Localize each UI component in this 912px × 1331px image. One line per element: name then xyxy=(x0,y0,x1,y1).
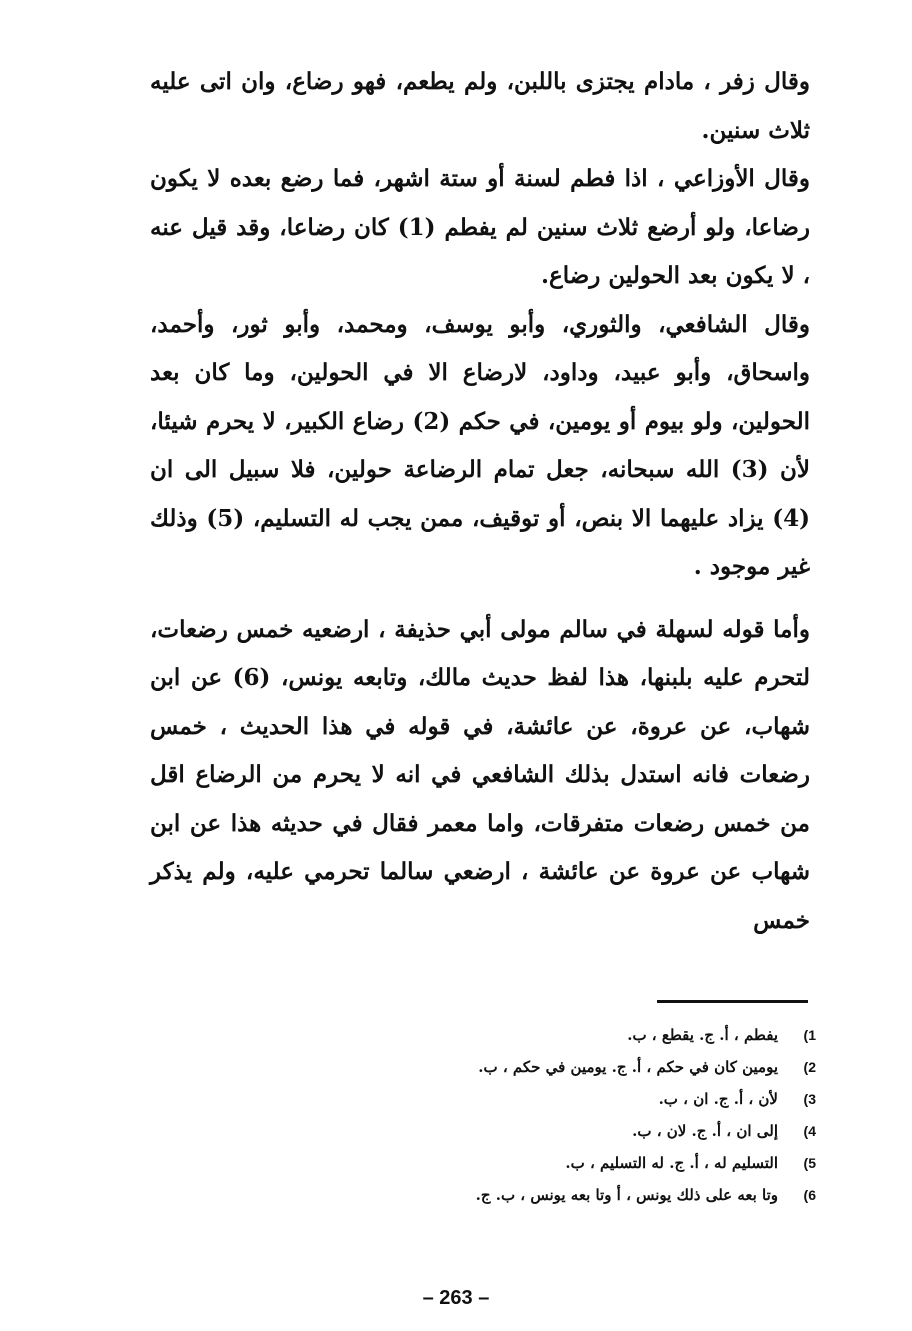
footnote-3 xyxy=(296,1090,816,1122)
main-text xyxy=(150,58,810,945)
footnote-text: إلى ان ، أ. ج. لان ، ب. xyxy=(632,1122,778,1140)
paragraph-3: وقال الشافعي، والثوري، وأبو يوسف، ومحمد، وأبو ثور، وأحمد، واسحاق، وأبو عبيد، وداود، لارضاع الا في الحولين، وما كان بعد الحولين، ولو بيوم أو يومين، في حكم (2) رضاع الكبير، لا يحرم شيئا، لأن (3) الله سبحانه، جعل تمام الرضاعة حولين، فلا سبيل الى ان (4) يزاد عليهما الا بنص، أو توقيف، ممن يجب له التسليم، (5) وذلك غير موجود . xyxy=(150,310,810,580)
footnote-number: (4 xyxy=(803,1123,816,1139)
footnote-text: يومين كان في حكم ، أ. ج. يومين في حكم ، ب. xyxy=(478,1058,778,1076)
footnote-text: يفطم ، أ. ج. يقطع ، ب. xyxy=(627,1026,778,1044)
footnote-4 xyxy=(296,1122,816,1154)
paragraph-2: وقال الأوزاعي ، اذا فطم لسنة أو ستة اشهر، فما رضع بعده لا يكون رضاعا، ولو أرضع ثلاث سنين لم يفطم (1) كان رضاعا، وقد قيل عنه ، لا يكون بعد الحولين رضاع. xyxy=(150,165,810,289)
footnote-number: (6 xyxy=(803,1187,816,1203)
paragraph-1: وقال زفر ، مادام يجتزى باللبن، ولم يطعم، فهو رضاع، وان اتى عليه ثلاث سنين. xyxy=(150,68,810,144)
footnote-number: (5 xyxy=(803,1155,816,1171)
footnote-text: وتا بعه على ذلك يونس ، أ وتا بعه يونس ، ب. ج. xyxy=(475,1186,778,1204)
page-number: – 263 – xyxy=(422,1287,490,1309)
paragraph-4: وأما قوله لسهلة في سالم مولى أبي حذيفة ، ارضعيه خمس رضعات، لتحرم عليه بلبنها، هذا لفظ حديث مالك، وتابعه يونس، (6) عن ابن شهاب، عن عروة، عن عائشة، في قوله في هذا الحديث ، خمس رضعات فانه استدل بذلك الشافعي في انه لا يحرم من الرضاع اقل من خمس رضعات متفرقات، واما معمر فقال في حديثه هذا عن ابن شهاب عن عروة عن عائشة ، ارضعي سالما تحرمي عليه، ولم يذكر خمس xyxy=(150,615,810,934)
footnote-text: لأن ، أ. ج. ان ، ب. xyxy=(658,1090,778,1108)
footnote-number: (3 xyxy=(803,1091,816,1107)
footnote-1 xyxy=(296,1026,816,1058)
footnote-separator xyxy=(657,1000,808,1003)
footnote-number: (2 xyxy=(803,1059,816,1075)
footnotes-list xyxy=(296,1026,816,1218)
footnote-5 xyxy=(296,1154,816,1186)
footnote-6 xyxy=(296,1186,816,1218)
footnote-number: (1 xyxy=(803,1027,816,1043)
footnote-text: التسليم له ، أ. ج. له التسليم ، ب. xyxy=(565,1154,778,1172)
footnote-2 xyxy=(296,1058,816,1090)
